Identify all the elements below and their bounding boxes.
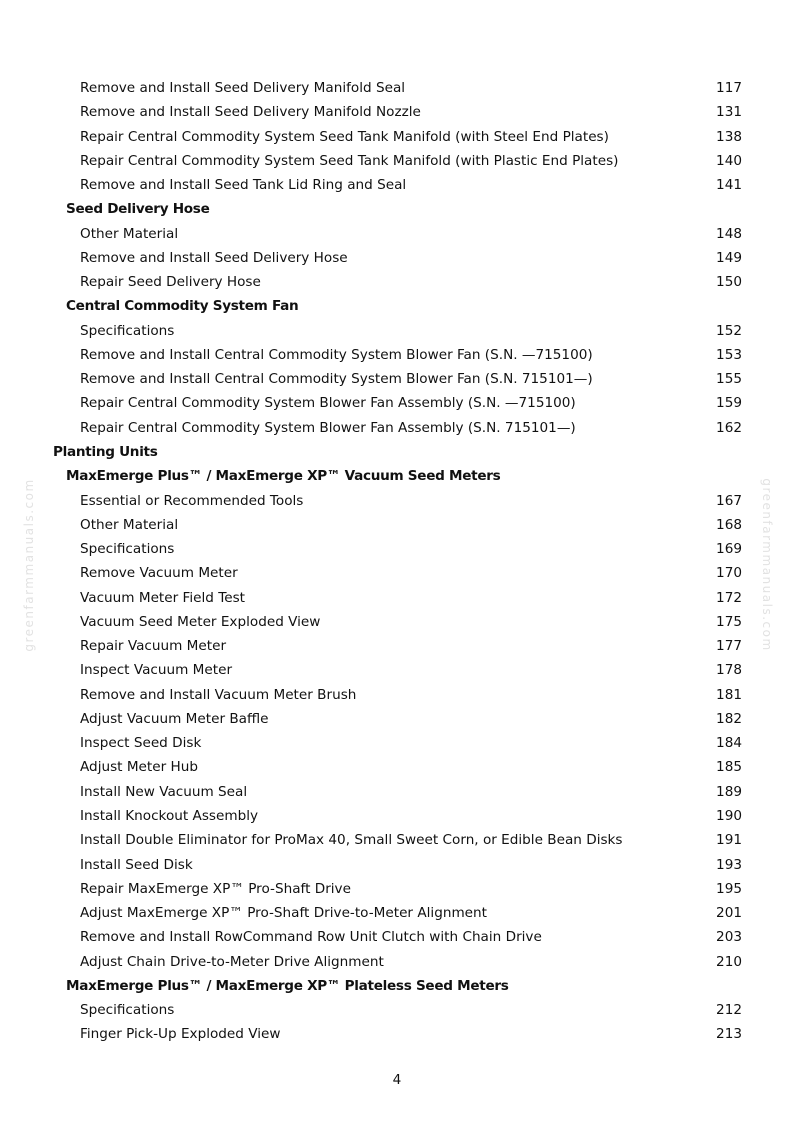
toc-entry-title: Other Material	[80, 225, 179, 242]
toc-entry-title: Vacuum Seed Meter Exploded View	[80, 613, 321, 630]
toc-entry-page: 203	[716, 929, 742, 946]
toc-entry-title: Specifications	[80, 541, 175, 558]
toc-entry-page: 178	[716, 662, 742, 679]
toc-entry-title: Repair Seed Delivery Hose	[80, 274, 261, 291]
toc-entry[interactable]	[0, 367, 794, 391]
toc-entry-title: Install Double Eliminator for ProMax 40, Small Sweet Corn, or Edible Bean Disks	[80, 832, 623, 849]
toc-entry-page: 190	[716, 807, 742, 824]
toc-entry-page: 170	[716, 565, 742, 582]
toc-entry-title: Other Material	[80, 516, 179, 533]
toc-entry[interactable]	[0, 222, 794, 246]
toc-entry[interactable]	[0, 76, 794, 100]
toc-entry-title: Remove and Install Seed Delivery Manifold Seal	[80, 80, 406, 96]
toc-entry[interactable]	[0, 561, 794, 585]
toc-entry-page: 149	[716, 249, 742, 266]
toc-section-heading[interactable]	[0, 974, 794, 998]
toc-entry[interactable]	[0, 804, 794, 828]
toc-entry-page: 169	[716, 541, 742, 558]
toc-entry-title: Remove Vacuum Meter	[80, 565, 238, 582]
toc-entry-page: 189	[716, 783, 742, 800]
table-of-contents	[0, 76, 794, 1047]
toc-entry[interactable]	[0, 586, 794, 610]
toc-entry-title: Finger Pick-Up Exploded View	[80, 1026, 281, 1043]
toc-entry[interactable]	[0, 925, 794, 949]
toc-entry[interactable]	[0, 658, 794, 682]
toc-entry[interactable]	[0, 391, 794, 415]
toc-entry-title: Seed Delivery Hose	[66, 201, 210, 218]
toc-entry-page: 117	[716, 80, 742, 96]
toc-entry-title: Adjust Meter Hub	[80, 759, 198, 776]
toc-entry-title: Specifications	[80, 1002, 175, 1019]
toc-entry[interactable]	[0, 853, 794, 877]
toc-entry-title: Install New Vacuum Seal	[80, 783, 248, 800]
toc-entry-page: 191	[716, 832, 742, 849]
toc-entry[interactable]	[0, 246, 794, 270]
toc-entry-title: Repair MaxEmerge XP™ Pro-Shaft Drive	[80, 880, 351, 897]
toc-entry-title: Specifications	[80, 322, 175, 339]
toc-entry-title: Central Commodity System Fan	[66, 298, 299, 315]
watermark-right: greenfarmmanuals.com	[760, 478, 774, 652]
toc-entry-title: MaxEmerge Plus™ / MaxEmerge XP™ Vacuum Seed Meters	[66, 468, 501, 485]
toc-entry[interactable]	[0, 755, 794, 779]
toc-entry-page: 177	[716, 638, 742, 655]
toc-entry-title: Remove and Install Vacuum Meter Brush	[80, 686, 357, 703]
toc-entry-page: 153	[716, 346, 742, 363]
toc-entry-page: 193	[716, 856, 742, 873]
toc-entry[interactable]	[0, 731, 794, 755]
toc-entry[interactable]	[0, 998, 794, 1022]
toc-entry-title: Remove and Install Central Commodity System Blower Fan (S.N. 715101—)	[80, 371, 593, 388]
toc-entry-page: 201	[716, 905, 742, 922]
toc-entry-page: 162	[716, 419, 742, 436]
toc-entry-page: 131	[716, 104, 742, 121]
page-number: 4	[392, 1072, 402, 1088]
toc-entry-title: Install Seed Disk	[80, 856, 193, 873]
toc-section-heading[interactable]	[0, 197, 794, 221]
toc-entry-page: 212	[716, 1002, 742, 1019]
toc-entry[interactable]	[0, 343, 794, 367]
toc-entry[interactable]	[0, 780, 794, 804]
toc-chapter-heading[interactable]	[0, 440, 794, 464]
toc-entry-title: Repair Central Commodity System Seed Tank Manifold (with Steel End Plates)	[80, 128, 609, 145]
toc-entry-title: Inspect Vacuum Meter	[80, 662, 233, 679]
toc-entry[interactable]	[0, 950, 794, 974]
toc-entry[interactable]	[0, 319, 794, 343]
toc-entry-title: Inspect Seed Disk	[80, 735, 202, 752]
toc-entry-page: 195	[716, 880, 742, 897]
toc-entry-page: 182	[716, 710, 742, 727]
toc-entry-page: 184	[716, 735, 742, 752]
toc-entry-page: 150	[716, 274, 742, 291]
toc-entry-title: Repair Central Commodity System Seed Tank Manifold (with Plastic End Plates)	[80, 152, 619, 169]
toc-entry-title: Adjust MaxEmerge XP™ Pro-Shaft Drive-to-Meter Alignment	[80, 905, 487, 922]
toc-section-heading[interactable]	[0, 464, 794, 488]
toc-entry-page: 155	[716, 371, 742, 388]
toc-entry-page: 172	[716, 589, 742, 606]
toc-entry-title: Essential or Recommended Tools	[80, 492, 304, 509]
toc-entry-page: 159	[716, 395, 742, 412]
toc-entry[interactable]	[0, 707, 794, 731]
toc-entry-page: 181	[716, 686, 742, 703]
toc-entry[interactable]	[0, 634, 794, 658]
toc-entry-page: 175	[716, 613, 742, 630]
toc-entry[interactable]	[0, 489, 794, 513]
toc-entry-title: MaxEmerge Plus™ / MaxEmerge XP™ Plateless Seed Meters	[66, 977, 509, 994]
toc-entry-page: 152	[716, 322, 742, 339]
toc-entry[interactable]	[0, 149, 794, 173]
toc-entry-title: Install Knockout Assembly	[80, 807, 259, 824]
toc-entry-page: 185	[716, 759, 742, 776]
watermark-left: greenfarmmanuals.com	[22, 478, 36, 652]
toc-entry[interactable]	[0, 100, 794, 124]
toc-entry-title: Planting Units	[53, 443, 158, 460]
toc-entry-page: 138	[716, 128, 742, 145]
toc-entry[interactable]	[0, 513, 794, 537]
toc-entry[interactable]	[0, 828, 794, 852]
toc-entry-page: 168	[716, 516, 742, 533]
toc-entry[interactable]	[0, 610, 794, 634]
toc-entry[interactable]	[0, 125, 794, 149]
toc-entry-page: 140	[716, 152, 742, 169]
toc-entry-title: Remove and Install Seed Tank Lid Ring and Seal	[80, 177, 407, 194]
toc-entry-title: Remove and Install RowCommand Row Unit Clutch with Chain Drive	[80, 929, 542, 946]
toc-entry-title: Remove and Install Central Commodity System Blower Fan (S.N. —715100)	[80, 346, 593, 363]
toc-section-heading[interactable]	[0, 294, 794, 318]
toc-entry-title: Adjust Chain Drive-to-Meter Drive Alignment	[80, 953, 384, 970]
toc-entry-page: 167	[716, 492, 742, 509]
toc-entry[interactable]	[0, 537, 794, 561]
toc-entry[interactable]	[0, 270, 794, 294]
toc-entry[interactable]	[0, 901, 794, 925]
toc-entry-page: 213	[716, 1026, 742, 1043]
toc-entry-page: 141	[716, 177, 742, 194]
toc-entry[interactable]	[0, 416, 794, 440]
toc-entry-page: 148	[716, 225, 742, 242]
toc-entry[interactable]	[0, 877, 794, 901]
toc-entry-title: Repair Central Commodity System Blower Fan Assembly (S.N. —715100)	[80, 395, 576, 412]
toc-entry-title: Repair Central Commodity System Blower Fan Assembly (S.N. 715101—)	[80, 419, 576, 436]
toc-entry-title: Vacuum Meter Field Test	[80, 589, 246, 606]
toc-entry[interactable]	[0, 1022, 794, 1046]
toc-entry-page: 210	[716, 953, 742, 970]
toc-entry[interactable]	[0, 173, 794, 197]
toc-entry-title: Remove and Install Seed Delivery Manifold Nozzle	[80, 104, 421, 121]
toc-entry-title: Adjust Vacuum Meter Baffle	[80, 710, 269, 727]
toc-entry-title: Remove and Install Seed Delivery Hose	[80, 249, 348, 266]
toc-entry-title: Repair Vacuum Meter	[80, 638, 227, 655]
toc-entry[interactable]	[0, 683, 794, 707]
